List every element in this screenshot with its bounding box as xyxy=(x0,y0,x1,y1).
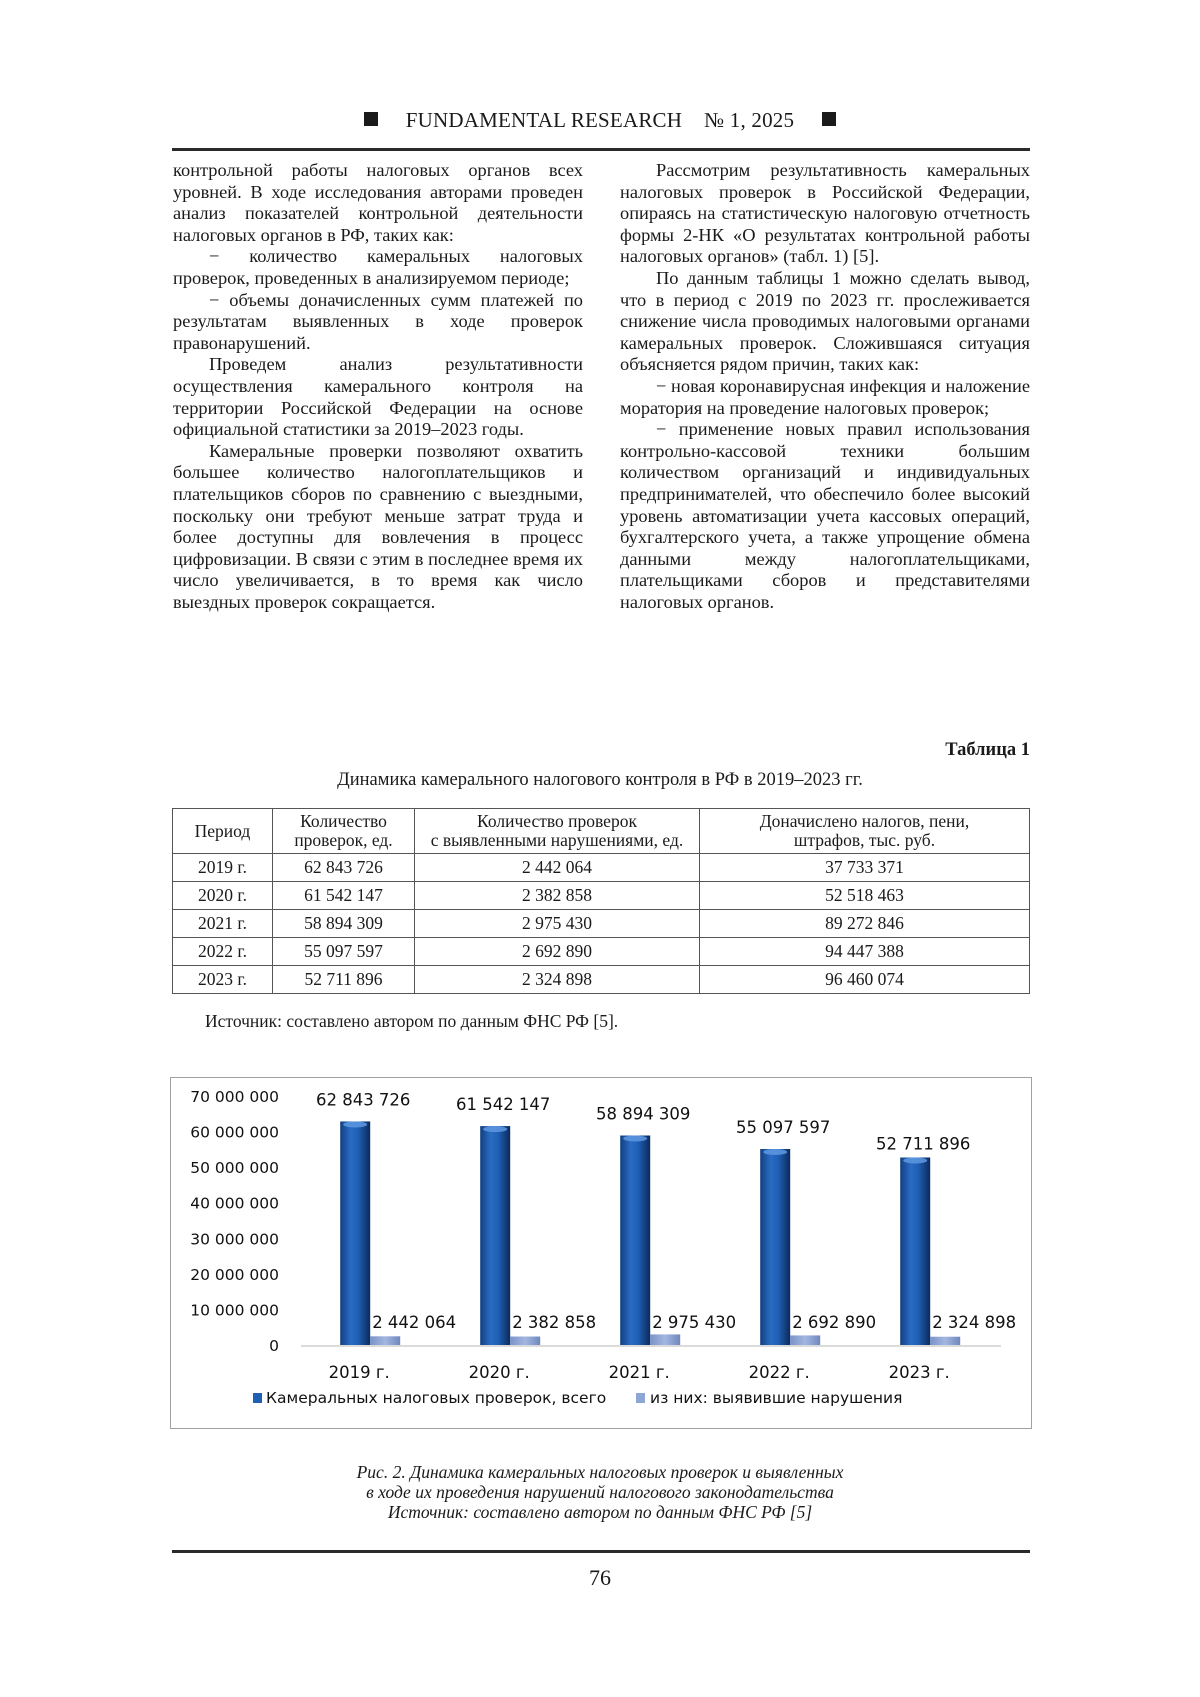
list-item: − применение новых правил использования контрольно-кассовой техники большим количеством организаций и индивидуальных предпринимателей, что обеспечило более высокий уровень автоматизации учета кассовых операций, бухгалтерского учета, а также упрощение обмена данными между налогоплательщиками, плательщиками сборов и представителями налоговых органов. xyxy=(620,419,1030,612)
x-tick-label: 2020 г. xyxy=(468,1363,530,1382)
list-item: − количество камеральных налоговых проверок, проведенных в анализируемом периоде; xyxy=(173,246,583,288)
right-column xyxy=(620,160,1030,613)
cell-period: 2023 г. xyxy=(173,966,273,994)
bar-violations xyxy=(930,1337,960,1345)
bar-total-checks xyxy=(620,1136,650,1345)
paragraph: Камеральные проверки позволяют охватить большее количество налогоплательщиков и плательщиков сборов по сравнению с выездными, поскольку они требуют меньше затрат труда и более доступны для вовлечения в процесс цифровизации. В связи с этим в последнее время их число увеличивается, в то время как число выездных проверок сокращается. xyxy=(173,440,583,612)
cell-period: 2019 г. xyxy=(173,854,273,882)
bar-total-checks xyxy=(340,1121,370,1345)
issue-number: № 1, 2025 xyxy=(704,108,795,132)
bar-total-checks xyxy=(480,1126,510,1345)
page-number: 76 xyxy=(589,1565,611,1590)
running-header xyxy=(0,108,1200,133)
cell-checks: 52 711 896 xyxy=(273,966,415,994)
chart-legend xyxy=(253,1389,902,1407)
square-bullet-icon xyxy=(822,112,836,126)
cell-period: 2021 г. xyxy=(173,910,273,938)
figure-caption xyxy=(0,1462,1200,1522)
table-label: Таблица 1 xyxy=(945,740,1030,760)
data-label-violations: 2 692 890 xyxy=(792,1313,877,1332)
cell-charges: 94 447 388 xyxy=(700,938,1030,966)
data-label-total: 52 711 896 xyxy=(875,1134,971,1154)
cell-checks: 58 894 309 xyxy=(273,910,415,938)
cell-checks: 62 843 726 xyxy=(273,854,415,882)
table-title: Динамика камерального налогового контроля в РФ в 2019–2023 гг. xyxy=(337,770,863,790)
cell-violations: 2 975 430 xyxy=(415,910,700,938)
paragraph: Проведем анализ результативности осуществления камерального контроля на территории Российской Федерации на основе официальной статистики за 2019–2023 годы. xyxy=(173,354,583,440)
legend-label-total: Камеральных налоговых проверок, всего xyxy=(266,1389,607,1407)
data-table xyxy=(172,808,1030,994)
chart-canvas xyxy=(171,1078,1031,1428)
bar-violations xyxy=(790,1335,820,1345)
data-label-total: 58 894 309 xyxy=(595,1104,691,1124)
list-item: − новая коронавирусная инфекция и наложение моратория на проведение налоговых проверок; xyxy=(620,375,1030,418)
data-label-violations: 2 382 858 xyxy=(512,1313,597,1332)
y-tick-label: 60 000 000 xyxy=(190,1123,279,1142)
cell-violations: 2 382 858 xyxy=(415,882,700,910)
square-bullet-icon xyxy=(364,112,378,126)
bar-cap xyxy=(903,1157,927,1163)
data-label-total: 55 097 597 xyxy=(735,1118,831,1138)
cell-checks: 55 097 597 xyxy=(273,938,415,966)
header-period: Период xyxy=(173,809,273,854)
legend-label-violations: из них: выявившие нарушения xyxy=(650,1389,903,1407)
table-row xyxy=(173,882,1030,910)
footer-rule xyxy=(172,1550,1030,1553)
cell-violations: 2 442 064 xyxy=(415,854,700,882)
bar-chart xyxy=(170,1077,1032,1429)
header-rule xyxy=(172,148,1030,151)
bar-cap xyxy=(763,1149,787,1155)
x-tick-label: 2019 г. xyxy=(328,1363,390,1382)
header-checks-count: Количество проверок, ед. xyxy=(273,809,415,854)
bar-violations xyxy=(370,1336,400,1345)
x-tick-label: 2023 г. xyxy=(888,1363,950,1382)
legend-swatch-total xyxy=(253,1393,262,1403)
paragraph: Рассмотрим результативность камеральных налоговых проверок в Российской Федерации, опираясь на статистическую налоговую отчетность формы 2-НК «О результатах контрольной работы налоговых органов» (табл. 1) [5]. xyxy=(620,160,1030,267)
x-axis xyxy=(329,1363,950,1382)
y-tick-label: 40 000 000 xyxy=(190,1194,279,1213)
bar-violations xyxy=(650,1334,680,1345)
table-row xyxy=(173,938,1030,966)
y-tick-label: 20 000 000 xyxy=(190,1265,279,1284)
y-tick-label: 0 xyxy=(269,1337,279,1355)
table-row xyxy=(173,966,1030,994)
cell-period: 2022 г. xyxy=(173,938,273,966)
table-source: Источник: составлено автором по данным ФНС РФ [5]. xyxy=(205,1011,619,1031)
header-additional-charges: Доначислено налогов, пени, штрафов, тыс. руб. xyxy=(700,809,1030,854)
left-column xyxy=(173,160,583,613)
data-label-violations: 2 975 430 xyxy=(652,1313,737,1332)
cell-checks: 61 542 147 xyxy=(273,882,415,910)
y-tick-label: 30 000 000 xyxy=(190,1230,279,1249)
cell-violations: 2 692 890 xyxy=(415,938,700,966)
data-label-total: 61 542 147 xyxy=(455,1095,551,1115)
cell-period: 2020 г. xyxy=(173,882,273,910)
caption-line: Рис. 2. Динамика камеральных налоговых проверок и выявленных xyxy=(356,1462,844,1482)
caption-line: в ходе их проведения нарушений налогового законодательства xyxy=(366,1482,834,1502)
cell-charges: 37 733 371 xyxy=(700,854,1030,882)
bar-cap xyxy=(623,1136,647,1142)
paragraph: По данным таблицы 1 можно сделать вывод, что в период с 2019 по 2023 гг. прослеживается снижение числа проводимых налоговыми органами камеральных проверок. Сложившаяся ситуация объясняется рядом причин, таких как: xyxy=(620,267,1030,375)
cell-charges: 52 518 463 xyxy=(700,882,1030,910)
caption-line: Источник: составлено автором по данным ФНС РФ [5] xyxy=(387,1502,813,1522)
bar-cap xyxy=(483,1126,507,1132)
bar-violations xyxy=(510,1337,540,1345)
paragraph: контрольной работы налоговых органов всех уровней. В ходе исследования авторами проведен анализ показателей контрольной деятельности налоговых органов в РФ, таких как: xyxy=(173,160,583,245)
list-item: − объемы доначисленных сумм платежей по результатам выявленных в ходе проверок правонарушений. xyxy=(173,289,583,353)
data-label-violations: 2 324 898 xyxy=(932,1313,1017,1332)
y-tick-label: 10 000 000 xyxy=(190,1301,279,1320)
table-row xyxy=(173,854,1030,882)
cell-violations: 2 324 898 xyxy=(415,966,700,994)
y-tick-label: 50 000 000 xyxy=(190,1159,279,1178)
cell-charges: 89 272 846 xyxy=(700,910,1030,938)
cell-charges: 96 460 074 xyxy=(700,966,1030,994)
bar-total-checks xyxy=(900,1157,930,1345)
legend-swatch-violations xyxy=(636,1393,645,1403)
table-row xyxy=(173,910,1030,938)
y-tick-label: 70 000 000 xyxy=(190,1088,279,1106)
journal-name: FUNDAMENTAL RESEARCH xyxy=(405,108,683,132)
x-tick-label: 2022 г. xyxy=(748,1363,810,1382)
bar-total-checks xyxy=(760,1149,790,1345)
data-label-total: 62 843 726 xyxy=(315,1090,411,1110)
data-label-violations: 2 442 064 xyxy=(372,1313,457,1332)
header-checks-violations: Количество проверок с выявленными нарушениями, ед. xyxy=(415,809,700,854)
bar-cap xyxy=(343,1121,367,1127)
bars xyxy=(316,1090,1016,1345)
x-tick-label: 2021 г. xyxy=(608,1363,670,1382)
table-header-row xyxy=(173,809,1030,854)
